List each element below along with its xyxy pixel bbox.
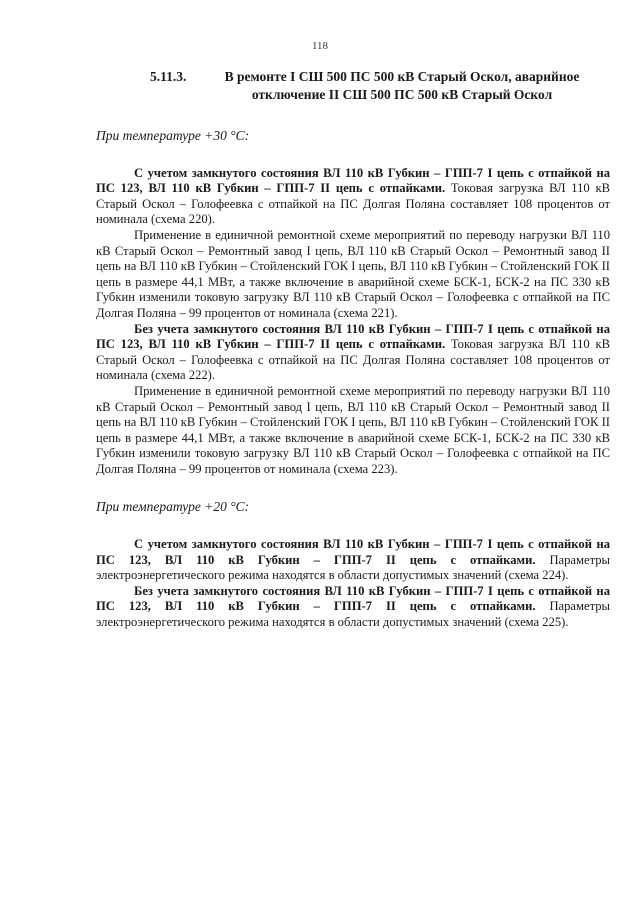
- page-number: 118: [311, 40, 329, 52]
- paragraph: Применение в единичной ремонтной схеме мероприятий по переводу нагрузки ВЛ 110 кВ Старый Оскол – Ремонтный завод I цепь, ВЛ 110 кВ Старый Оскол – Ремонтный завод II цепь на ВЛ 110 кВ Губкин – Стойленский ГОК I цепь, ВЛ 110 кВ Губкин – Стойленский ГОК II цепь в размере 44,1 МВт, а также включение в аварийной схеме БСК-1, БСК-2 на ПС 330 кВ Губкин изменили токовую загрузку ВЛ 110 кВ Старый Оскол – Голофеевка с отпайкой на ПС Долгая Поляна – 99 процентов от номинала (схема 223).: [96, 383, 610, 476]
- paragraph-text: Параметры электроэнергетического режима находятся в области допустимых значений (схема 224).: [96, 552, 610, 583]
- paragraph: [96, 584, 610, 631]
- bold-condition: С учетом замкнутого состояния ВЛ 110 кВ Губкин – ГПП-7 I цепь с отпайкой на ПС 123, ВЛ 110 кВ Губкин – ГПП-7 II цепь с отпайками.: [96, 165, 610, 196]
- section-number: 5.11.3.: [150, 69, 187, 84]
- paragraph: [96, 537, 610, 584]
- section-title: В ремонте I СШ 500 ПС 500 кВ Старый Оскол, аварийное отключение II СШ 500 ПС 500 кВ Старый Оскол: [224, 69, 580, 102]
- paragraph: [96, 166, 610, 228]
- document-body: [96, 128, 610, 631]
- bold-condition: С учетом замкнутого состояния ВЛ 110 кВ Губкин – ГПП-7 I цепь с отпайкой на ПС 123, ВЛ 110 кВ Губкин – ГПП-7 II цепь с отпайками.: [96, 537, 610, 567]
- paragraph: Применение в единичной ремонтной схеме мероприятий по переводу нагрузки ВЛ 110 кВ Старый Оскол – Ремонтный завод I цепь, ВЛ 110 кВ Старый Оскол – Ремонтный завод II цепь на ВЛ 110 кВ Губкин – Стойленский ГОК I цепь, ВЛ 110 кВ Губкин – Стойленский ГОК II цепь в размере 44,1 МВт, а также включение в аварийной схеме БСК-1, БСК-2 на ПС 330 кВ Губкин изменили токовую загрузку ВЛ 110 кВ Старый Оскол – Голофеевка с отпайкой на ПС Долгая Поляна – 99 процентов от номинала (схема 221).: [96, 227, 610, 320]
- bold-condition: Без учета замкнутого состояния ВЛ 110 кВ Губкин – ГПП-7 I цепь с отпайкой на ПС 123, ВЛ 110 кВ Губкин – ГПП-7 II цепь с отпайками.: [96, 321, 610, 352]
- paragraph-text: Токовая загрузка ВЛ 110 кВ Старый Оскол – Голофеевка с отпайкой на ПС Долгая Поляна составляет 108 процентов от номинала (схема 222).: [96, 337, 610, 383]
- section-heading: [150, 68, 590, 104]
- bold-condition: Без учета замкнутого состояния ВЛ 110 кВ Губкин – ГПП-7 I цепь с отпайкой на ПС 123, ВЛ 110 кВ Губкин – ГПП-7 II цепь с отпайками.: [96, 583, 610, 614]
- paragraph: [96, 322, 610, 384]
- temperature-heading-20: При температуре +20 °С:: [96, 499, 250, 515]
- paragraph-text: Параметры электроэнергетического режима находятся в области допустимых значений (схема 225).: [96, 599, 610, 630]
- temperature-heading-30: При температуре +30 °С:: [96, 128, 250, 143]
- paragraph-text: Токовая загрузка ВЛ 110 кВ Старый Оскол – Голофеевка с отпайкой на ПС Долгая Поляна составляет 108 процентов от номинала (схема 220).: [96, 181, 610, 227]
